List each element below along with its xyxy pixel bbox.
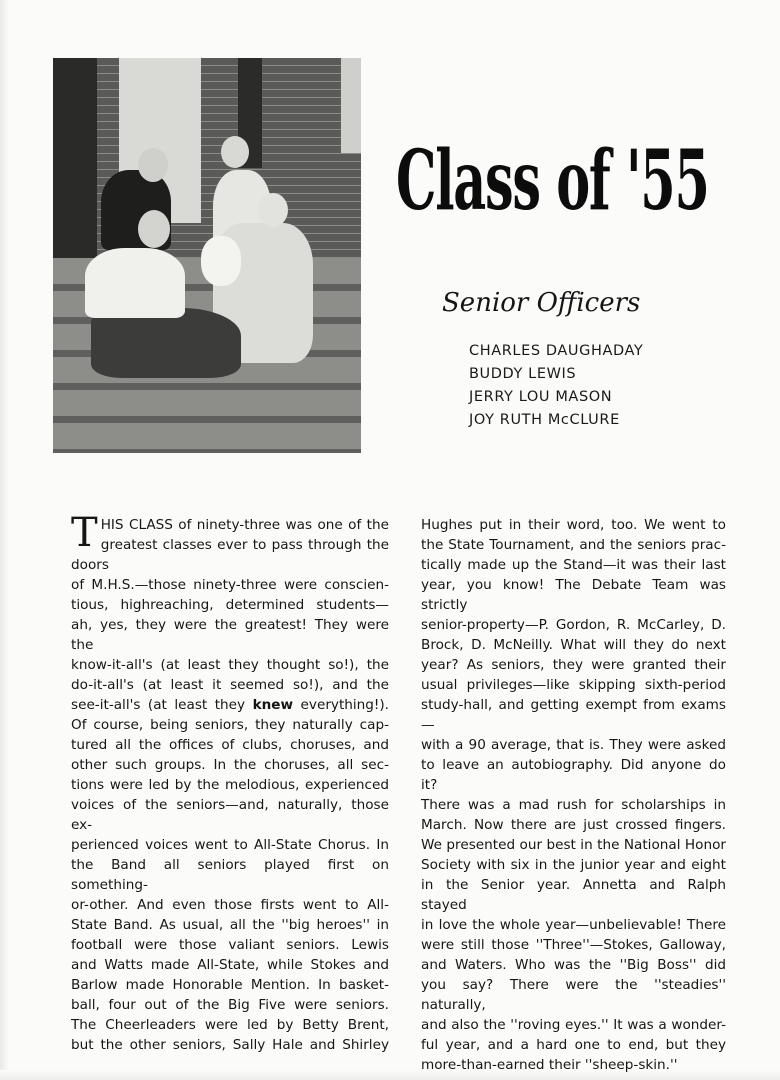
text-line: Brock, D. McNeilly. What will they do next: [421, 637, 726, 653]
text-line: to leave an autobiography. Did anyone do it?: [421, 757, 726, 793]
text-line: ah, yes, they were the greatest! They were the: [71, 617, 389, 653]
text-line: but the other seniors, Sally Hale and Shirley: [71, 1037, 389, 1053]
text-line: of M.H.S.—those ninety-three were conscien-: [71, 577, 389, 593]
person-legs: [91, 308, 241, 378]
text-line: do-it-all's (at least it seemed so!), and the: [71, 677, 389, 693]
text-line: There was a mad rush for scholarships in: [421, 797, 726, 813]
text-segment: see-it-all's (at least they: [71, 697, 253, 713]
text-line: more-than-earned their ''sheep-skin.'': [421, 1057, 678, 1073]
text-line: tured all the offices of clubs, choruses, and: [71, 737, 389, 753]
officers-heading: Senior Officers: [442, 288, 641, 318]
text-line: study-hall, and getting exempt from exams—: [421, 697, 726, 733]
text-line: perienced voices went to All-State Chorus. In: [71, 837, 389, 853]
dog: [201, 236, 241, 286]
text-line: HIS CLASS of ninety-three was one of the: [100, 517, 389, 533]
text-line: in love the whole year—unbelievable! There: [421, 917, 726, 933]
scan-edge: [0, 0, 9, 1080]
officer-name: JOY RUTH McCLURE: [469, 412, 620, 428]
text-line: The Cheerleaders were led by Betty Brent,: [71, 1017, 389, 1033]
person-head: [138, 210, 170, 248]
officer-name: CHARLES DAUGHADAY: [469, 343, 644, 359]
class-officers-photo: [53, 58, 361, 453]
officer-name: JERRY LOU MASON: [469, 389, 613, 405]
text-line: year, you know! The Debate Team was strictly: [421, 577, 726, 613]
text-line: you say? There were the ''steadies'' naturally,: [421, 977, 726, 1013]
text-line: usual privileges—like skipping sixth-period: [421, 677, 726, 693]
text-line: ful year, and a hard one to end, but they: [421, 1037, 726, 1053]
text-line: greatest classes ever to pass through the doors: [71, 537, 389, 573]
article-column-right: [421, 515, 726, 1075]
text-line: year? As seniors, they were granted their: [421, 657, 726, 673]
text-line: ball, four out of the Big Five were seniors.: [71, 997, 389, 1013]
text-line: We presented our best in the National Honor: [421, 837, 726, 853]
text-line: the State Tournament, and the seniors prac-: [421, 537, 726, 553]
text-line: [71, 695, 389, 715]
text-line: tically made up the Stand—it was their last: [421, 557, 726, 573]
text-line: senior-property—P. Gordon, R. McCarley, D.: [421, 617, 726, 633]
emphasis-knew: knew: [252, 697, 294, 713]
text-line: in the Senior year. Annetta and Ralph stayed: [421, 877, 726, 913]
text-line: Of course, being seniors, they naturally cap-: [71, 717, 389, 733]
officer-name: BUDDY LEWIS: [469, 366, 577, 382]
text-line: the Band all seniors played first on something-: [71, 857, 389, 893]
text-line: with a 90 average, that is. They were asked: [421, 737, 726, 753]
text-line: and Watts made All-State, while Stokes and: [71, 957, 389, 973]
text-line: voices of the seniors—and, naturally, those ex-: [71, 797, 389, 833]
person: [85, 248, 185, 318]
text-line: tious, highreaching, determined students—: [71, 597, 389, 613]
text-line: Hughes put in their word, too. We went to: [421, 517, 726, 533]
text-line: March. Now there are just crossed fingers.: [421, 817, 726, 833]
article-column-left: [71, 510, 389, 1055]
text-line: or-other. And even those firsts went to All-: [71, 897, 389, 913]
plaque: [341, 58, 361, 153]
page-title: Class of '55: [396, 133, 709, 229]
text-segment: everything!).: [293, 697, 389, 713]
text-line: and Waters. Who was the ''Big Boss'' did: [421, 957, 726, 973]
text-line: were still those ''Three''—Stokes, Galloway,: [421, 937, 726, 953]
text-line: tions were led by the melodious, experienced: [71, 777, 389, 793]
person-head: [258, 193, 288, 227]
person-head: [221, 136, 249, 168]
drop-cap: T: [71, 510, 98, 556]
text-line: football were those valiant seniors. Lewis: [71, 937, 389, 953]
officers-list: [469, 340, 643, 432]
text-line: Society with six in the junior year and eight: [421, 857, 726, 873]
text-line: and also the ''roving eyes.'' It was a wonder-: [421, 1017, 726, 1033]
text-line: Barlow made Honorable Mention. In basket-: [71, 977, 389, 993]
text-line: know-it-all's (at least they thought so!), the: [71, 657, 389, 673]
person-head: [138, 148, 168, 182]
doorway: [53, 58, 97, 263]
text-line: State Band. As usual, all the ''big heroes'' in: [71, 917, 389, 933]
brick-wall: [53, 58, 361, 268]
text-line: other such groups. In the choruses, all sec-: [71, 757, 389, 773]
